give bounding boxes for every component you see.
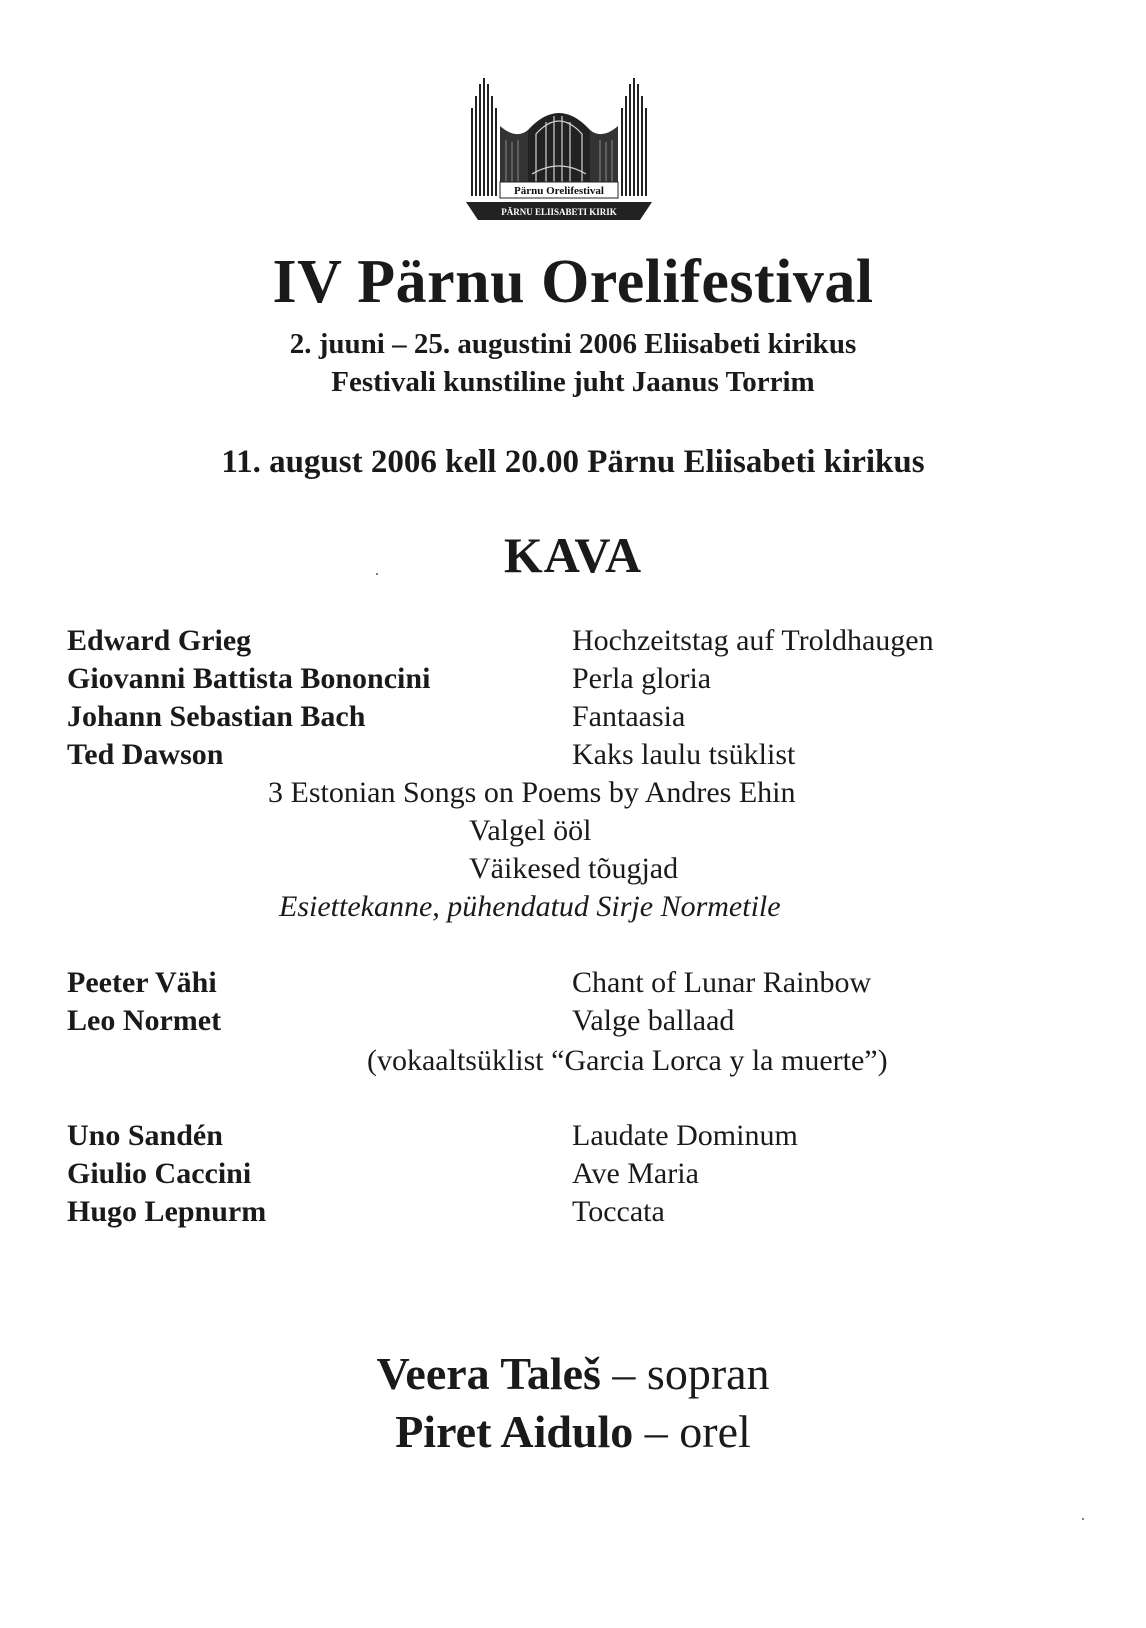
work-title: Toccata [572, 1195, 665, 1228]
cycle-note: (vokaaltsüklist “Garcia Lorca y la muerte”) [367, 1044, 888, 1077]
work-title: Chant of Lunar Rainbow [572, 966, 872, 999]
composer-name: Giovanni Battista Bononcini [67, 662, 431, 695]
program-row [0, 1193, 1146, 1231]
composer-name: Hugo Lepnurm [67, 1195, 267, 1228]
performer-name: Veera Taleš [376, 1348, 601, 1399]
performer-role: – sopran [612, 1348, 770, 1399]
work-title: Valge ballaad [572, 1004, 735, 1037]
premiere-note: Esiettekanne, pühendatud Sirje Normetile [279, 890, 781, 923]
program-row [0, 964, 1146, 1002]
work-title: Fantaasia [572, 700, 686, 733]
composer-name: Johann Sebastian Bach [67, 700, 366, 733]
composer-name: Giulio Caccini [67, 1157, 252, 1190]
program-row [0, 1002, 1146, 1040]
composer-name: Ted Dawson [67, 738, 224, 771]
program-row [0, 622, 1146, 660]
song-title: Valgel ööl [469, 814, 592, 847]
song-title: Väikesed tõugjad [469, 852, 679, 885]
logo-bottom-text: PÄRNU ELIISABETI KIRIK [501, 207, 617, 217]
song-cycle-title: 3 Estonian Songs on Poems by Andres Ehin [268, 776, 796, 809]
performer-line [0, 1404, 1146, 1460]
performer-name: Piret Aidulo [395, 1406, 634, 1457]
festival-dates: 2. juuni – 25. augustini 2006 Eliisabeti kirikus [289, 328, 857, 360]
logo-top-text: Pärnu Orelifestival [514, 185, 604, 197]
work-title: Laudate Dominum [572, 1119, 798, 1152]
performer-line [0, 1346, 1146, 1402]
performer-role: – orel [644, 1406, 751, 1457]
organ-pipes-logo-icon [466, 78, 652, 228]
program-row [0, 736, 1146, 774]
scan-speck [1082, 1518, 1084, 1520]
program-row [0, 1155, 1146, 1193]
composer-name: Leo Normet [67, 1004, 222, 1037]
program-row [0, 698, 1146, 736]
work-title: Ave Maria [572, 1157, 699, 1190]
composer-name: Uno Sandén [67, 1119, 223, 1152]
work-title: Hochzeitstag auf Troldhaugen [572, 624, 934, 657]
work-title: Kaks laulu tsüklist [572, 738, 796, 771]
festival-director: Festivali kunstiline juht Jaanus Torrim [331, 366, 815, 398]
composer-name: Peeter Vähi [67, 966, 217, 999]
festival-title: IV Pärnu Orelifestival [272, 248, 874, 316]
scan-speck [376, 573, 378, 575]
program-heading: KAVA [503, 527, 643, 583]
event-date-venue: 11. august 2006 kell 20.00 Pärnu Eliisabeti kirikus [221, 444, 925, 480]
work-title: Perla gloria [572, 662, 712, 695]
composer-name: Edward Grieg [67, 624, 252, 657]
program-row [0, 660, 1146, 698]
festival-logo [466, 78, 652, 228]
program-row [0, 1117, 1146, 1155]
